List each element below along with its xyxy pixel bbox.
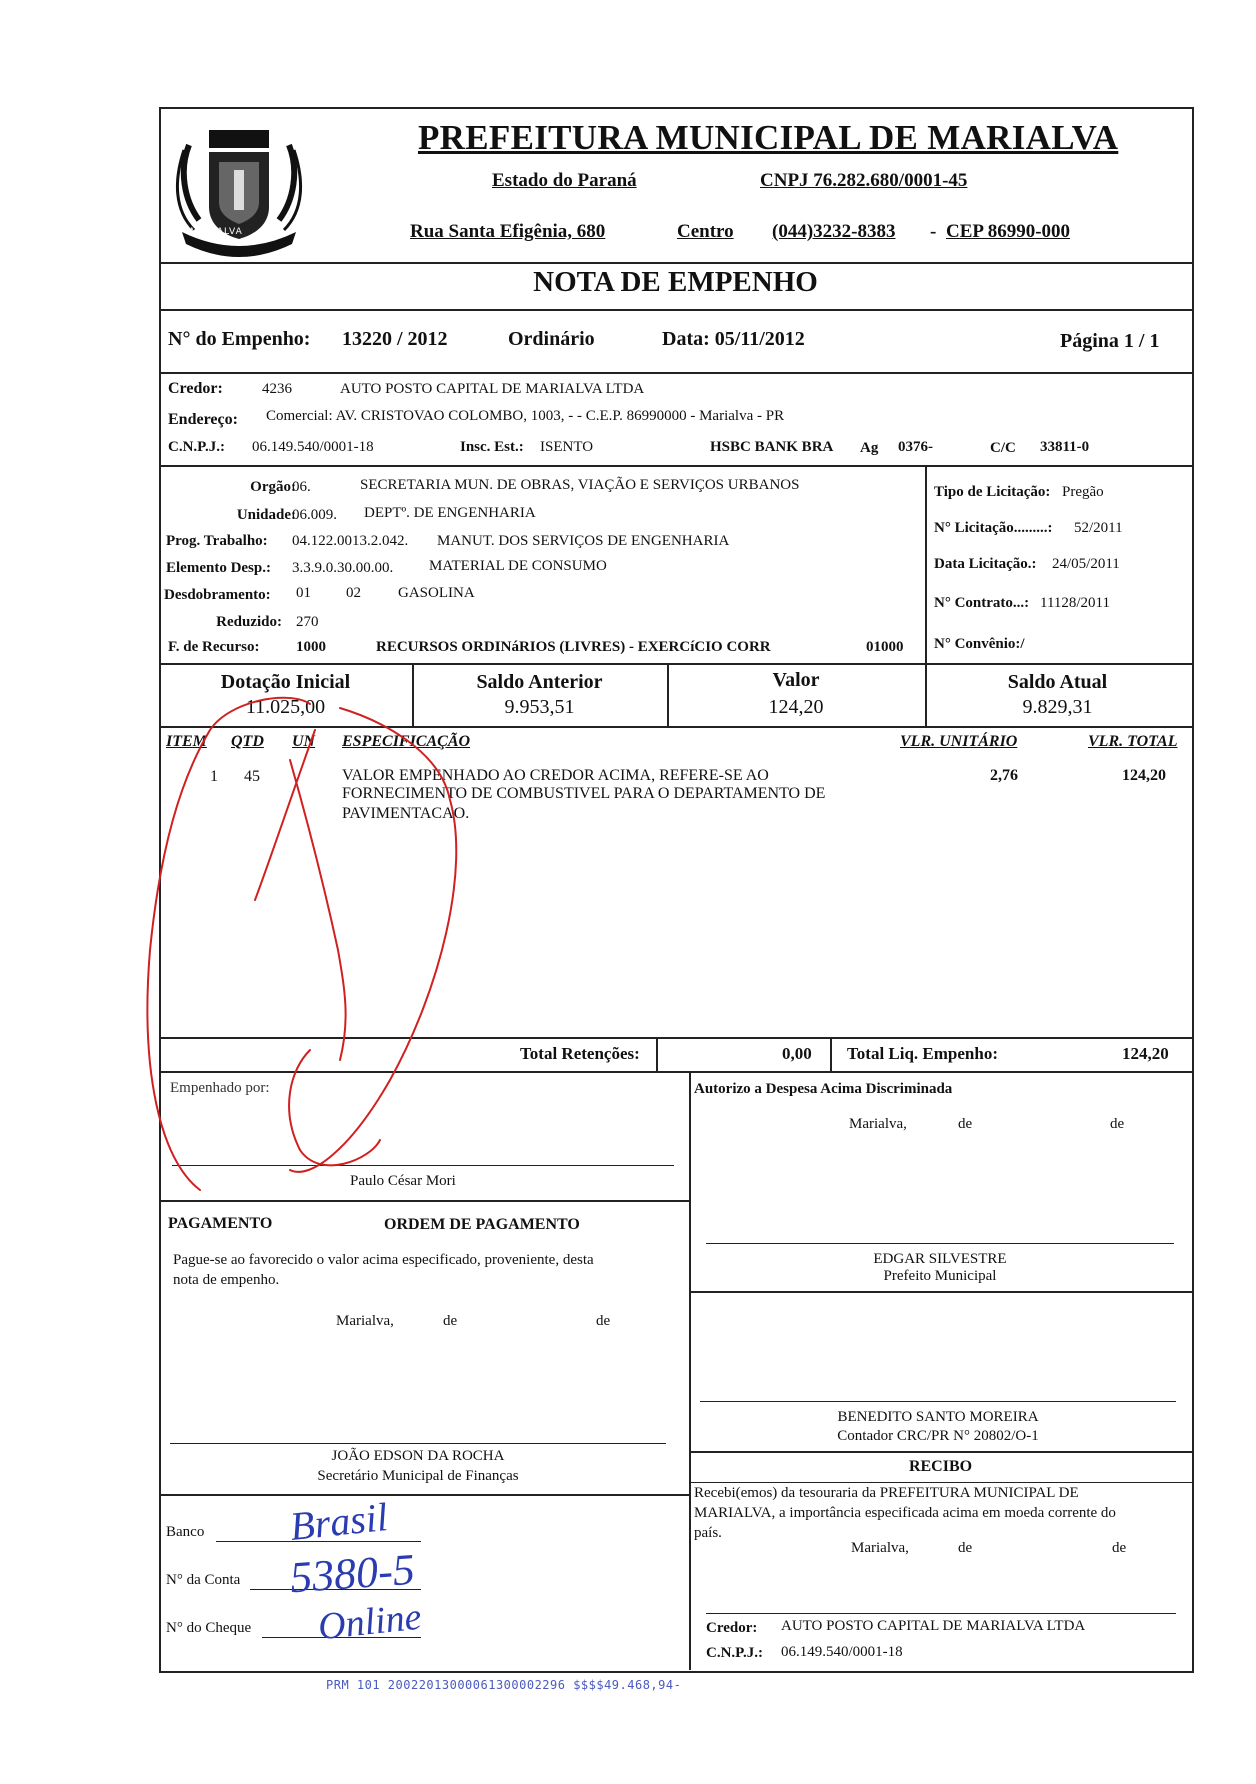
- secretario-role: Secretário Municipal de Finanças: [317, 1468, 519, 1484]
- orgao-name: SECRETARIA MUN. DE OBRAS, VIAÇÃO E SERVIÇOS URBANOS: [360, 477, 800, 493]
- empenhado-label: Empenhado por:: [170, 1080, 270, 1096]
- autorizo-city: Marialva,: [849, 1116, 907, 1132]
- contrato-value: 11128/2011: [1040, 595, 1110, 611]
- recibo-de1: de: [958, 1540, 973, 1556]
- prefeito-role: Prefeito Municipal: [883, 1268, 997, 1284]
- recibo-text-line2: MARIALVA, a importância especificada acima em moeda corrente do: [694, 1505, 1116, 1521]
- autorizo-title: Autorizo a Despesa Acima Discriminada: [694, 1081, 953, 1097]
- item-total-value: 124,20: [1122, 767, 1166, 784]
- state-name: Estado do Paraná: [492, 170, 637, 191]
- divider: [656, 1037, 658, 1071]
- insc-label: Insc. Est.:: [460, 439, 524, 455]
- conta-label: N° da Conta: [166, 1572, 241, 1588]
- divider: [689, 1451, 1192, 1453]
- divider: [706, 1613, 1176, 1614]
- saldo-anterior-label: Saldo Anterior: [476, 671, 603, 693]
- insc-value: ISENTO: [540, 439, 594, 455]
- recibo-title: RECIBO: [908, 1458, 973, 1475]
- licitacao-num-value: 52/2011: [1074, 520, 1123, 536]
- address-phone: (044)3232-8383: [772, 221, 896, 242]
- address-separator: -: [930, 221, 937, 242]
- ordem-pagamento-title: ORDEM DE PAGAMENTO: [384, 1216, 580, 1233]
- divider: [925, 465, 927, 663]
- col-especificacao-header: ESPECIFICAÇÃO: [342, 733, 471, 750]
- agency-label: Ag: [860, 440, 879, 456]
- orgao-code: 06.: [292, 479, 311, 495]
- empenho-number: 13220 / 2012: [342, 328, 448, 350]
- liq-empenho-label: Total Liq. Empenho:: [847, 1044, 998, 1063]
- item-qtd: 45: [244, 768, 260, 785]
- elemento-code: 3.3.9.0.30.00.00.: [292, 560, 394, 576]
- page-number: Página 1 / 1: [1060, 330, 1160, 352]
- dotacao-label: Dotação Inicial: [220, 671, 351, 693]
- orgao-label: Orgão:: [250, 479, 296, 495]
- endereco-value: Comercial: AV. CRISTOVAO COLOMBO, 1003, - - C.E.P. 86990000 - Marialva - PR: [266, 408, 785, 424]
- banco-label: Banco: [166, 1524, 205, 1540]
- contador-role: Contador CRC/PR N° 20802/O-1: [837, 1428, 1039, 1444]
- municipality-cnpj: CNPJ 76.282.680/0001-45: [760, 170, 968, 191]
- empenhado-name: Paulo César Mori: [350, 1173, 456, 1189]
- divider: [689, 1482, 1192, 1483]
- licitacao-data-label: Data Licitação.:: [934, 556, 1037, 572]
- cnpj-label: C.N.P.J.:: [168, 439, 225, 455]
- col-qtd-header: QTD: [231, 733, 264, 750]
- credor-name: AUTO POSTO CAPITAL DE MARIALVA LTDA: [340, 381, 645, 397]
- cnpj-value: 06.149.540/0001-18: [252, 439, 374, 455]
- item-desc-line1: VALOR EMPENHADO AO CREDOR ACIMA, REFERE-SE AO: [342, 767, 769, 784]
- col-un-header: UN: [292, 733, 316, 750]
- divider: [159, 663, 1192, 665]
- document-title: NOTA DE EMPENHO: [533, 266, 818, 298]
- prog-code: 04.122.0013.2.042.: [292, 533, 409, 549]
- item-number: 1: [210, 768, 218, 785]
- saldo-atual-label: Saldo Atual: [1007, 671, 1108, 693]
- pagamento-text-line1: Pague-se ao favorecido o valor acima especificado, proveniente, desta: [173, 1252, 594, 1268]
- pagamento-city: Marialva,: [336, 1313, 394, 1329]
- recurso-code: 1000: [296, 639, 326, 655]
- empenho-date: Data: 05/11/2012: [662, 328, 805, 350]
- credor-label: Credor:: [168, 380, 223, 397]
- recurso-label: F. de Recurso:: [168, 639, 260, 655]
- prefeito-name: EDGAR SILVESTRE: [873, 1251, 1007, 1267]
- tipo-licitacao-label: Tipo de Licitação:: [934, 484, 1051, 500]
- item-desc-line2: FORNECIMENTO DE COMBUSTIVEL PARA O DEPARTAMENTO DE: [342, 785, 826, 802]
- bank-stamp: PRM 101 20022013000061300002296 $$$$49.468,94-: [326, 1678, 682, 1692]
- licitacao-data-value: 24/05/2011: [1052, 556, 1120, 572]
- prog-label: Prog. Trabalho:: [166, 533, 268, 549]
- cc-value: 33811-0: [1040, 439, 1090, 455]
- col-vlr-unitario-header: VLR. UNITÁRIO: [900, 733, 1018, 750]
- elemento-name: MATERIAL DE CONSUMO: [429, 558, 607, 574]
- retencoes-value: 0,00: [782, 1044, 812, 1063]
- divider: [159, 309, 1192, 311]
- divider: [706, 1243, 1174, 1244]
- pagamento-label: PAGAMENTO: [168, 1215, 273, 1232]
- retencoes-label: Total Retenções:: [520, 1044, 640, 1063]
- col-item-header: ITEM: [166, 733, 207, 750]
- municipality-title: PREFEITURA MUNICIPAL DE MARIALVA: [418, 118, 1119, 157]
- autorizo-de2: de: [1110, 1116, 1125, 1132]
- recibo-de2: de: [1112, 1540, 1127, 1556]
- reduzido-label: Reduzido:: [216, 614, 282, 630]
- agency-value: 0376-: [898, 439, 933, 455]
- divider: [700, 1401, 1176, 1402]
- recibo-text-line1: Recebi(emos) da tesouraria da PREFEITURA MUNICIPAL DE: [694, 1485, 1079, 1501]
- pagamento-de2: de: [596, 1313, 611, 1329]
- tipo-licitacao-value: Pregão: [1062, 484, 1104, 500]
- recurso-name: RECURSOS ORDINáRIOS (LIVRES) - EXERCíCIO CORR: [376, 639, 771, 655]
- footer-credor-label: Credor:: [706, 1620, 758, 1636]
- pagamento-text-line2: nota de empenho.: [173, 1272, 280, 1288]
- saldo-anterior-value: 9.953,51: [504, 696, 575, 718]
- divider: [170, 1443, 666, 1444]
- item-unit-value: 2,76: [990, 767, 1018, 784]
- desdobramento-name: GASOLINA: [398, 585, 475, 601]
- contador-name: BENEDITO SANTO MOREIRA: [837, 1409, 1039, 1425]
- liq-empenho-value: 124,20: [1122, 1044, 1169, 1063]
- footer-cnpj-value: 06.149.540/0001-18: [781, 1644, 903, 1660]
- recibo-text-line3: país.: [694, 1525, 722, 1541]
- valor-value: 124,20: [768, 696, 824, 718]
- valor-label: Valor: [772, 669, 820, 691]
- footer-cnpj-label: C.N.P.J.:: [706, 1645, 763, 1661]
- convenio-label: N° Convênio:/: [934, 636, 1025, 652]
- empenho-type: Ordinário: [508, 328, 595, 350]
- col-vlr-total-header: VLR. TOTAL: [1088, 733, 1178, 750]
- prog-name: MANUT. DOS SERVIÇOS DE ENGENHARIA: [437, 533, 730, 549]
- bank-name: HSBC BANK BRA: [710, 439, 834, 455]
- address-street: Rua Santa Efigênia, 680: [410, 221, 606, 242]
- recibo-city: Marialva,: [851, 1540, 909, 1556]
- dotacao-value: 11.025,00: [245, 696, 326, 718]
- elemento-label: Elemento Desp.:: [166, 560, 271, 576]
- pagamento-de1: de: [443, 1313, 458, 1329]
- divider: [830, 1037, 832, 1071]
- divider: [689, 1291, 1192, 1293]
- desdobramento-a: 01: [296, 585, 311, 601]
- credor-code: 4236: [262, 381, 292, 397]
- desdobramento-label: Desdobramento:: [164, 587, 271, 603]
- licitacao-num-label: N° Licitação.........:: [934, 520, 1053, 536]
- saldo-atual-value: 9.829,31: [1022, 696, 1093, 718]
- divider: [689, 1071, 691, 1670]
- unidade-label: Unidade:: [236, 507, 296, 523]
- address-cep: CEP 86990-000: [946, 221, 1071, 242]
- cheque-label: N° do Cheque: [166, 1620, 252, 1636]
- secretario-name: JOÃO EDSON DA ROCHA: [331, 1448, 505, 1464]
- coat-of-arms-icon: [164, 120, 314, 260]
- empenho-label: N° do Empenho:: [168, 328, 311, 350]
- endereco-label: Endereço:: [168, 411, 238, 428]
- conta-handwritten: 5380-5: [288, 1544, 417, 1603]
- coat-of-arms-text: MARIALVA: [190, 227, 243, 237]
- cc-label: C/C: [990, 440, 1016, 456]
- item-desc-line3: PAVIMENTACAO.: [342, 805, 470, 822]
- banco-handwritten: Brasil: [287, 1494, 390, 1549]
- footer-credor-value: AUTO POSTO CAPITAL DE MARIALVA LTDA: [781, 1618, 1086, 1634]
- divider: [159, 465, 1192, 467]
- reduzido-value: 270: [296, 614, 319, 630]
- autorizo-de1: de: [958, 1116, 973, 1132]
- desdobramento-b: 02: [346, 585, 361, 601]
- cheque-handwritten: Online: [316, 1595, 424, 1649]
- address-district: Centro: [677, 221, 734, 242]
- unidade-name: DEPTº. DE ENGENHARIA: [364, 505, 536, 521]
- red-pen-mark: [140, 690, 500, 1230]
- divider: [159, 1494, 689, 1496]
- contrato-label: N° Contrato...:: [934, 595, 1030, 611]
- unidade-code: 06.009.: [292, 507, 337, 523]
- recurso-num: 01000: [866, 639, 904, 655]
- divider: [159, 262, 1192, 264]
- divider: [159, 372, 1192, 374]
